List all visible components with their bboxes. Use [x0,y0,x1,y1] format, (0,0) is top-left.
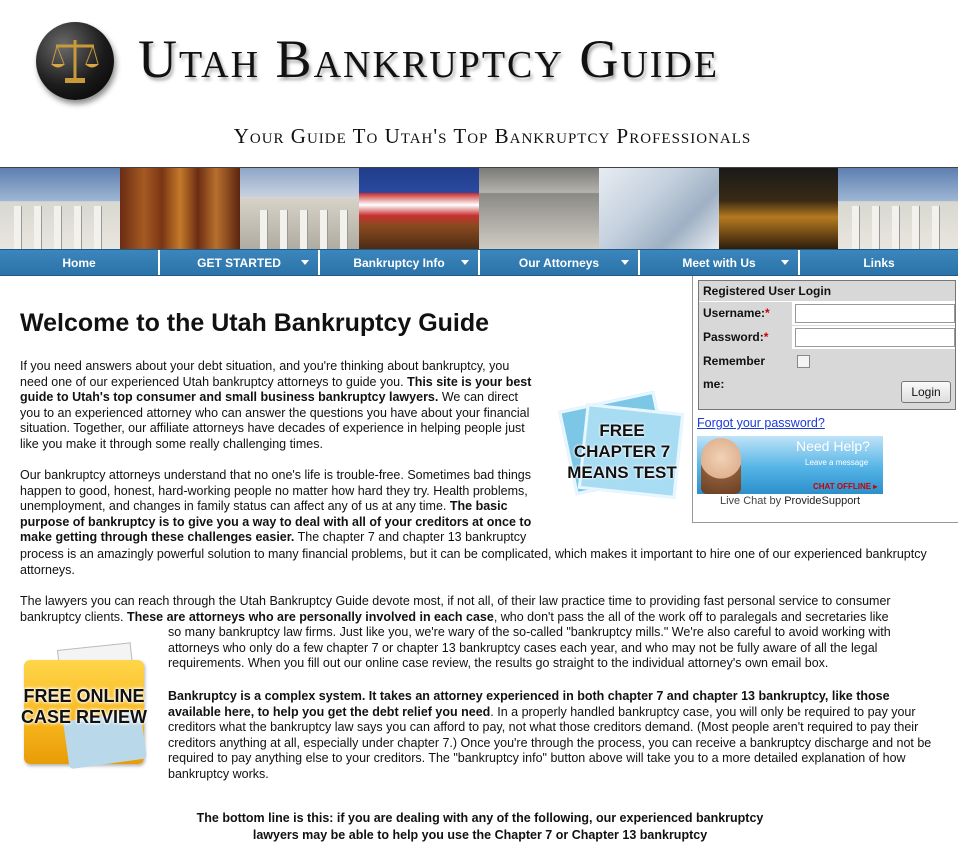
nav-links[interactable] [798,250,958,275]
password-input[interactable] [795,328,955,347]
username-input[interactable] [795,304,955,323]
free-chapter7-means-test-link[interactable] [560,392,684,504]
site-title[interactable]: Utah Bankruptcy Guide [138,29,720,89]
nav-home[interactable] [0,250,158,275]
header-banner-image [0,167,958,250]
need-help-chat-banner[interactable] [697,436,883,494]
chat-offline-status: CHAT OFFLINE ▸ [813,482,878,491]
dictionary-attorney-image [599,168,719,250]
means-test-label: FREE CHAPTER 7 MEANS TEST [567,421,677,482]
paragraph-3: The lawyers you can reach through the Utah Bankruptcy Guide devote most, if not all, of their law practice time to providing fast personal service to consumer bankruptcy clients. These are attorneys who are personally involved in each case, who don't pass the all of the work off to paralegals and secretaries like [20,594,891,624]
nav-bankruptcy-info[interactable] [318,250,478,275]
courthouse-columns-image [0,168,120,250]
law-books-image [120,168,240,250]
site-tagline: Your Guide To Utah's Top Bankruptcy Professionals [233,124,752,148]
password-label: Password:* [703,330,769,344]
flag-gavel-image [359,168,479,250]
nav-get-started[interactable] [158,250,318,275]
nav-meet-with-us[interactable] [638,250,798,275]
case-review-label: FREE ONLINE CASE REVIEW [20,686,148,727]
nav-our-attorneys[interactable] [478,250,638,275]
support-agent-avatar [701,438,741,494]
paragraph-3-cont: so many bankruptcy law firms. Just like you, we're wary of the so-called "bankruptcy mills." We're also careful to avoid working with attorneys who only do a few chapter 7 or chapter 13 bankruptcy cases each year, and who may not be fully aware of all the legal requirements. When you fill out our online case review, the results go straight to the individual attorney's own email box. [168,625,891,670]
page-title: Welcome to the Utah Bankruptcy Guide [20,309,490,337]
login-heading: Registered User Login [699,281,955,302]
nav-our-attorneys-label: Our Attorneys [518,255,600,270]
live-chat-caption[interactable]: Live Chat by ProvideSupport [720,495,861,507]
forgot-password-link[interactable]: Forgot your password? [697,416,825,430]
caret-down-icon [781,260,789,265]
login-form [698,280,956,410]
leave-message-text: Leave a message [805,458,869,467]
bottom-line-text: The bottom line is this: if you are dealing with any of the following, our experienced bankruptcy lawyers may be able to help you use the Chapter 7 or Chapter 13 bankruptcy [196,810,764,842]
paragraph-2: Our bankruptcy attorneys understand that no one's life is trouble-free. Sometimes bad things happen to good, honest, hard-working people no matter how hard they try. Health problems, unemployment, and changes in family status can affect any of us at any time. The basic purpose of bankruptcy is to give you a way to deal with all of your creditors at once to make getting through these challenges easier. The chapter 7 and chapter 13 bankruptcy [20,468,532,544]
nav-links-label: Links [863,255,895,270]
intro-paragraph: If you need answers about your debt situation, and you're thinking about bankruptcy, you need one of our experienced Utah bankruptcy attorneys to guide you. This site is your best guide to Utah's top consumer and small business bankruptcy lawyers. We can direct you to an experienced attorney who can answer the questions you have about your financial situation. Together, our affiliate attorneys have decades of experience in helping people just like you make it through some really challenging times. [20,359,532,451]
login-button[interactable]: Login [901,381,951,403]
paragraph-2-cont: process is an amazingly powerful solution to many financial problems, but it can be complicated, which makes it important to hire one of our experienced bankruptcy attorneys. [20,547,927,577]
remember-me-label: Remember me: [703,354,766,391]
caret-down-icon [461,260,469,265]
nav-home-label: Home [62,255,96,270]
username-label: Username:* [703,306,770,320]
caret-down-icon [621,260,629,265]
courthouse-building-image [479,168,599,250]
nav-get-started-label: GET STARTED [197,255,281,270]
supreme-court-image [240,168,360,250]
caret-down-icon [301,260,309,265]
courthouse-columns-image-2 [838,168,958,250]
nav-meet-with-us-label: Meet with Us [682,255,756,270]
scales-of-justice-image [719,168,839,250]
main-nav [0,249,958,276]
logo-scales-icon [36,22,114,100]
paragraph-4: Bankruptcy is a complex system. It takes an attorney experienced in both chapter 7 and chapter 13 bankruptcy, like those available here, to help you get the debt relief you need. In a properly handled bankruptcy case, you will only be required to pay your creditors what the bankruptcy law says you can afford to pay, not what those creditors demand. (Most people aren't required to pay their creditors anything at all, especially under chapter 7.) Once you're through the process, you can receive a bankruptcy discharge and not be required to pay anything else to your creditors. The "bankruptcy info" button above will take you to a more detailed explanation of how bankruptcy works. [168,689,932,781]
free-online-case-review-link[interactable] [20,646,150,770]
nav-bankruptcy-info-label: Bankruptcy Info [353,255,445,270]
need-help-text: Need Help? [796,438,870,454]
remember-me-checkbox[interactable] [797,355,810,368]
